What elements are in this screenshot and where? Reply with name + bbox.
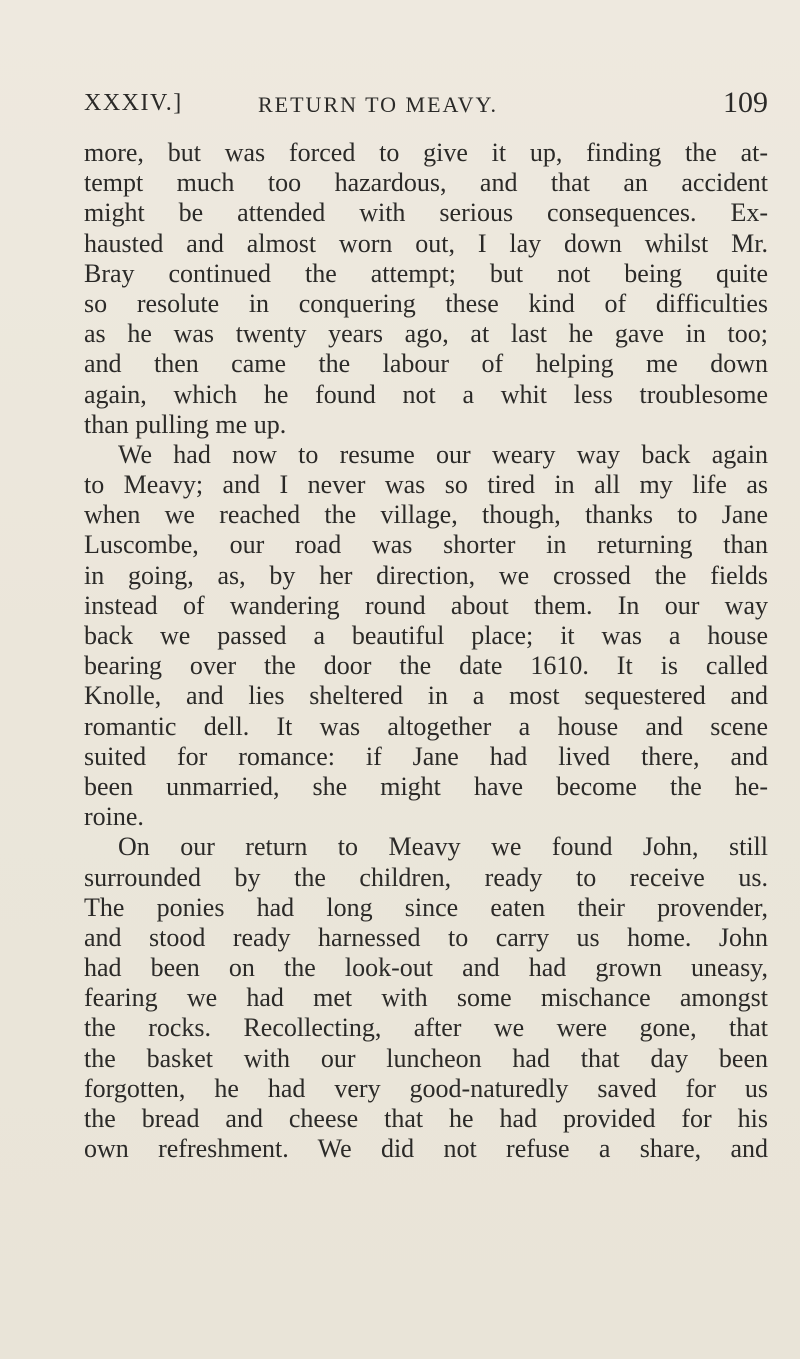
text-line: back we passed a beautiful place; it was a house — [84, 621, 768, 650]
text-line: again, which he found not a whit less troublesome — [84, 379, 768, 409]
text-line: romantic dell. It was altogether a house and scene — [84, 711, 768, 741]
text-line: might be attended with serious consequences. Ex- — [84, 198, 768, 228]
body-text — [84, 138, 768, 1164]
text-line: been unmarried, she might have become the he- — [84, 771, 768, 801]
chapter-number: XXXIV.] — [84, 90, 183, 116]
text-line: suited for romance: if Jane had lived there, and — [84, 741, 768, 771]
text-line: instead of wandering round about them. In our way — [84, 590, 768, 620]
text-line: We had now to resume our weary way back again — [118, 439, 768, 469]
text-line: tempt much too hazardous, and that an accident — [84, 168, 768, 198]
text-line: and stood ready harnessed to carry us home. John — [84, 922, 768, 952]
text-line: the bread and cheese that he had provided for his — [84, 1104, 768, 1133]
running-title: RETURN TO MEAVY. — [258, 92, 499, 117]
text-line: had been on the look-out and had grown uneasy, — [84, 953, 768, 983]
text-line: so resolute in conquering these kind of difficulties — [84, 288, 768, 318]
text-line: in going, as, by her direction, we crossed the fields — [84, 560, 768, 590]
text-line: hausted and almost worn out, I lay down whilst Mr. — [84, 228, 768, 258]
text-line: Luscombe, our road was shorter in returning than — [84, 530, 768, 560]
text-line: The ponies had long since eaten their provender, — [84, 892, 768, 922]
text-line: the rocks. Recollecting, after we were gone, that — [84, 1013, 768, 1043]
text-line: more, but was forced to give it up, finding the at- — [84, 138, 768, 167]
text-line: surrounded by the children, ready to receive us. — [84, 862, 768, 892]
page-number: 109 — [723, 86, 768, 119]
running-head — [84, 86, 768, 126]
text-line: On our return to Meavy we found John, still — [118, 832, 768, 862]
text-line: Knolle, and lies sheltered in a most sequestered and — [84, 681, 768, 711]
text-line: fearing we had met with some mischance amongst — [84, 983, 768, 1013]
text-line: own refreshment. We did not refuse a share, and — [84, 1134, 768, 1164]
text-line: when we reached the village, though, thanks to Jane — [84, 500, 768, 530]
text-line: the basket with our luncheon had that day been — [84, 1043, 768, 1073]
text-line: and then came the labour of helping me down — [84, 349, 768, 379]
text-line: forgotten, he had very good-naturedly saved for us — [84, 1073, 768, 1103]
text-line: than pulling me up. — [84, 409, 287, 439]
text-line: Bray continued the attempt; but not being quite — [84, 258, 768, 288]
text-line: to Meavy; and I never was so tired in all my life as — [84, 470, 768, 500]
text-line: bearing over the door the date 1610. It is called — [84, 651, 768, 681]
text-line: roine. — [84, 802, 144, 832]
text-line: as he was twenty years ago, at last he gave in too; — [84, 319, 768, 349]
